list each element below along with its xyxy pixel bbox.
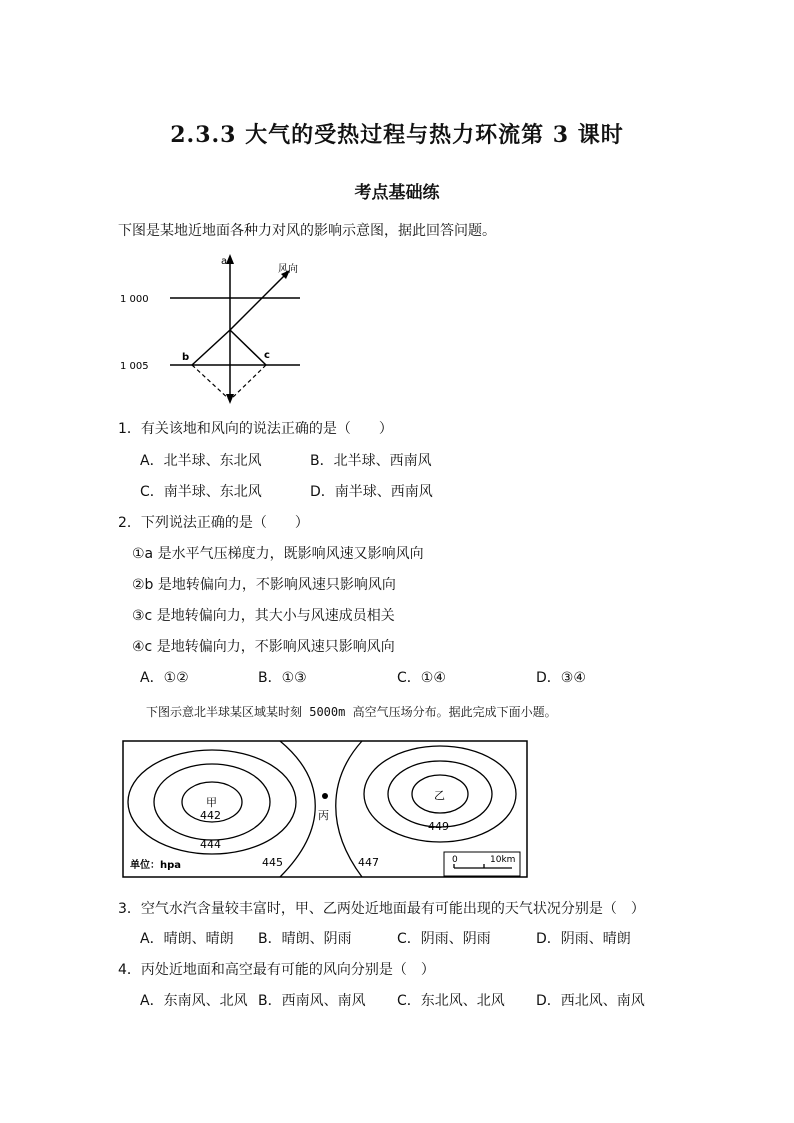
unit-label: 单位：hpa bbox=[130, 860, 182, 871]
label-jia: 甲 bbox=[206, 796, 217, 809]
force-c-line bbox=[230, 330, 266, 365]
q2-stem: 2．下列说法正确的是（ ） bbox=[118, 515, 309, 531]
value-442: 442 bbox=[200, 809, 221, 822]
q3-stem: 3．空气水汽含量较丰富时，甲、乙两处近地面最有可能出现的天气状况分别是（ ） bbox=[118, 901, 645, 917]
label-a: a bbox=[221, 256, 228, 267]
value-447: 447 bbox=[358, 856, 379, 869]
q1-option-c: C．南半球、东北风 bbox=[140, 484, 262, 500]
q1-option-b: B．北半球、西南风 bbox=[310, 453, 432, 469]
force-diagram bbox=[118, 250, 318, 410]
force-b-line bbox=[192, 330, 230, 365]
q3-option-c: C．阴雨、阴雨 bbox=[397, 931, 491, 947]
intro-text-2: 下图示意北半球某区域某时刻 5000m 高空气压场分布。据此完成下面小题。 bbox=[146, 705, 557, 719]
dashed-c bbox=[230, 365, 266, 400]
q2-option-c: C．①④ bbox=[397, 670, 446, 686]
q4-option-d: D．西北风、南风 bbox=[536, 993, 645, 1009]
dashed-b bbox=[192, 365, 230, 400]
q1-stem: 1．有关该地和风向的说法正确的是（ ） bbox=[118, 421, 393, 437]
q2-statement-1: ①a 是水平气压梯度力，既影响风速又影响风向 bbox=[132, 546, 424, 562]
q1-option-d: D．南半球、西南风 bbox=[310, 484, 433, 500]
value-445: 445 bbox=[262, 856, 283, 869]
q2-option-d: D．③④ bbox=[536, 670, 586, 686]
q4-option-b: B．西南风、南风 bbox=[258, 993, 366, 1009]
label-1005: 1 005 bbox=[120, 361, 149, 372]
label-yi: 乙 bbox=[434, 789, 445, 802]
q2-statement-2: ②b 是地转偏向力，不影响风速只影响风向 bbox=[132, 577, 396, 593]
q3-option-b: B．晴朗、阴雨 bbox=[258, 931, 352, 947]
q2-option-a: A．①② bbox=[140, 670, 189, 686]
q1-option-a: A．北半球、东北风 bbox=[140, 453, 262, 469]
arrow-down-head bbox=[226, 394, 234, 404]
q4-option-a: A．东南风、北风 bbox=[140, 993, 248, 1009]
label-wind: 风向 bbox=[278, 264, 298, 275]
q2-statement-4: ④c 是地转偏向力，不影响风速只影响风向 bbox=[132, 639, 395, 655]
label-bing: 丙 bbox=[318, 809, 329, 822]
section-subtitle: 考点基础练 bbox=[354, 183, 440, 203]
scale-0: 0 bbox=[452, 855, 458, 865]
q3-option-a: A．晴朗、晴朗 bbox=[140, 931, 234, 947]
wind-direction-line bbox=[230, 272, 288, 330]
q2-option-b: B．①③ bbox=[258, 670, 307, 686]
point-bing bbox=[322, 793, 328, 799]
label-1000: 1 000 bbox=[120, 294, 149, 305]
page-title: 2.3.3 大气的受热过程与热力环流第 3 课时 bbox=[170, 122, 624, 148]
value-444: 444 bbox=[200, 838, 221, 851]
q2-statement-3: ③c 是地转偏向力，其大小与风速成员相关 bbox=[132, 608, 395, 624]
q4-stem: 4．丙处近地面和高空最有可能的风向分别是（ ） bbox=[118, 962, 435, 978]
isobar-map bbox=[122, 740, 528, 878]
arrow-a-head bbox=[226, 254, 234, 264]
value-449: 449 bbox=[428, 820, 449, 833]
label-c: c bbox=[264, 350, 270, 361]
intro-text-1: 下图是某地近地面各种力对风的影响示意图，据此回答问题。 bbox=[118, 223, 496, 239]
label-b: b bbox=[182, 352, 190, 363]
q3-option-d: D．阴雨、晴朗 bbox=[536, 931, 631, 947]
scale-10km: 10km bbox=[490, 855, 516, 865]
q4-option-c: C．东北风、北风 bbox=[397, 993, 505, 1009]
